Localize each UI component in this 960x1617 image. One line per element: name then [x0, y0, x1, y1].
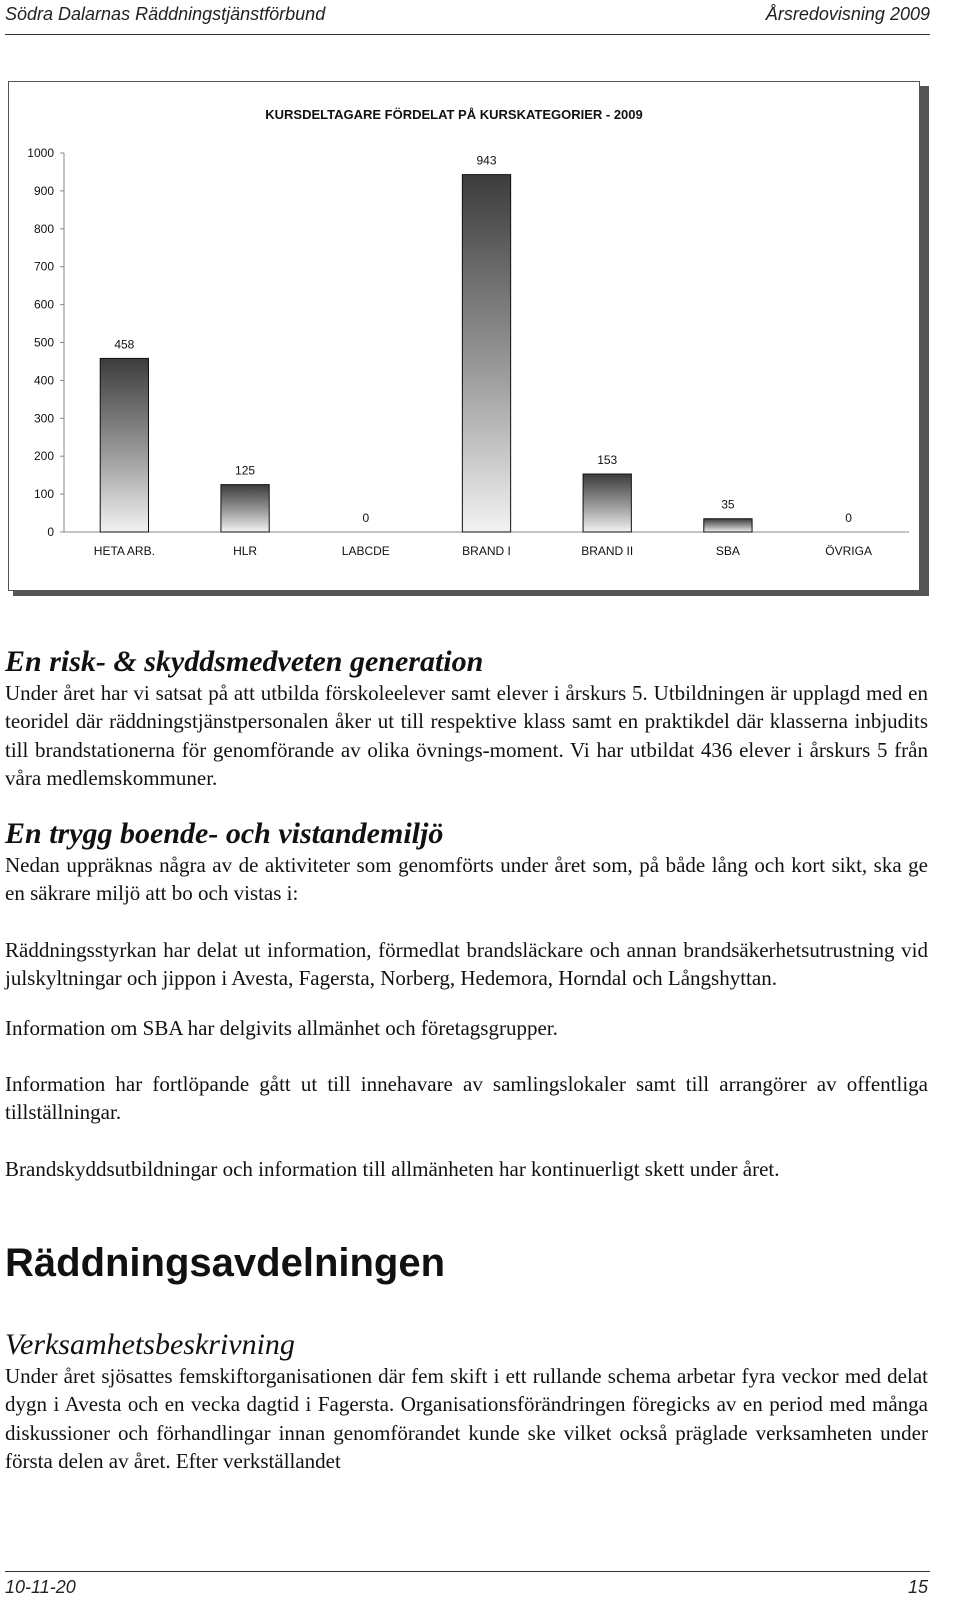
bar — [462, 175, 510, 532]
category-label: HLR — [233, 544, 258, 558]
data-label: 458 — [114, 337, 135, 352]
footer-date: 10-11-20 — [5, 1577, 76, 1597]
paragraph-risk: Under året har vi satsat på att utbilda förskoleelever samt elever i årskurs 5. Utbildningen är upplagd med en teoridel där räddningstjänstpersonalen åker ut till respektive klass samt en praktikdel där klasserna inbjudits till brandstationerna för genomförande av olika övnings-moment. Vi har utbildat 436 elever i årskurs 5 från våra medlemskommuner. — [5, 681, 928, 791]
data-label: 35 — [721, 497, 735, 512]
category-label: BRAND II — [581, 544, 634, 558]
y-tick-label: 800 — [33, 221, 54, 236]
data-label: 125 — [235, 463, 256, 478]
heading-trygg: En trygg boende- och vistandemiljö — [5, 817, 444, 850]
category-label: HETA ARB. — [93, 544, 155, 558]
bar — [704, 519, 752, 532]
data-label: 943 — [476, 153, 497, 168]
chart-title: KURSDELTAGARE FÖRDELAT PÅ KURSKATEGORIER - 2009 — [265, 107, 643, 122]
y-tick-label: 700 — [33, 259, 54, 274]
y-tick-label: 500 — [33, 335, 54, 350]
paragraph-trygg-sba: Information om SBA har delgivits allmänhet och företagsgrupper. — [5, 1015, 558, 1040]
data-label: 0 — [362, 511, 370, 525]
paragraph-trygg-styrkan: Räddningsstyrkan har delat ut information, förmedlat brandsläckare och annan brandsäkerhetsutrustning vid julskyltningar och jippon i Avesta, Fagersta, Norberg, Hedemora, Horndal och Långshyttan. — [5, 937, 928, 991]
bar — [221, 485, 269, 532]
header-rule — [5, 34, 930, 35]
bar — [583, 474, 631, 532]
paragraph-trygg-intro: Nedan uppräknas några av de aktiviteter som genomförts under året som, på både lång och kort sikt, ska ge en säkrare miljö att bo och vistas i: — [5, 853, 928, 906]
heading-verksamhet: Verksamhetsbeskrivning — [5, 1328, 295, 1361]
paragraph-trygg-utbildning: Brandskyddsutbildningar och information till allmänheten har kontinuerligt skett under året. — [5, 1156, 780, 1181]
header-report-title: Årsredovisning 2009 — [765, 4, 930, 24]
section-risk — [5, 645, 928, 793]
category-label: SBA — [715, 544, 740, 558]
bar-chart — [9, 82, 919, 590]
chart-frame — [8, 81, 920, 591]
y-tick-label: 0 — [47, 525, 54, 539]
footer-rule — [5, 1571, 930, 1572]
bar — [100, 358, 148, 532]
heading-risk: En risk- & skyddsmedveten generation — [5, 645, 484, 678]
section-raddningsavdelningen — [5, 1240, 928, 1286]
section-trygg — [5, 817, 928, 1183]
category-label: BRAND I — [462, 544, 511, 558]
y-tick-label: 1000 — [27, 146, 54, 160]
heading-raddningsavdelningen: Räddningsavdelningen — [5, 1241, 446, 1285]
category-label: ÖVRIGA — [825, 544, 872, 558]
data-label: 0 — [845, 511, 852, 525]
paragraph-trygg-lokaler: Information har fortlöpande gått ut till innehavare av samlingslokaler samt till arrangörer av offentliga tillställningar. — [5, 1072, 928, 1125]
page-number: 15 — [907, 1577, 928, 1597]
paragraph-verksamhet: Under året sjösattes femskiftorganisationen där fem skift i ett rullande schema arbetar fyra veckor med delat dygn i Avesta och en vecka dagtid i Fagersta. Organisationsförändringen föregicks av en period med många diskussioner och förhandlingar innan genomförandet kunde ske vilket också präglade verksamheten under första delen av året. Efter verkställandet — [5, 1364, 928, 1474]
y-tick-label: 300 — [33, 411, 54, 426]
y-tick-label: 900 — [33, 183, 54, 198]
section-verksamhet — [5, 1328, 928, 1476]
category-label: LABCDE — [341, 544, 390, 558]
y-tick-label: 200 — [33, 449, 54, 464]
header-organization: Södra Dalarnas Räddningstjänstförbund — [5, 4, 326, 24]
y-tick-label: 600 — [33, 297, 54, 312]
data-label: 153 — [597, 453, 618, 468]
y-tick-label: 400 — [33, 373, 54, 388]
y-tick-label: 100 — [33, 487, 54, 502]
